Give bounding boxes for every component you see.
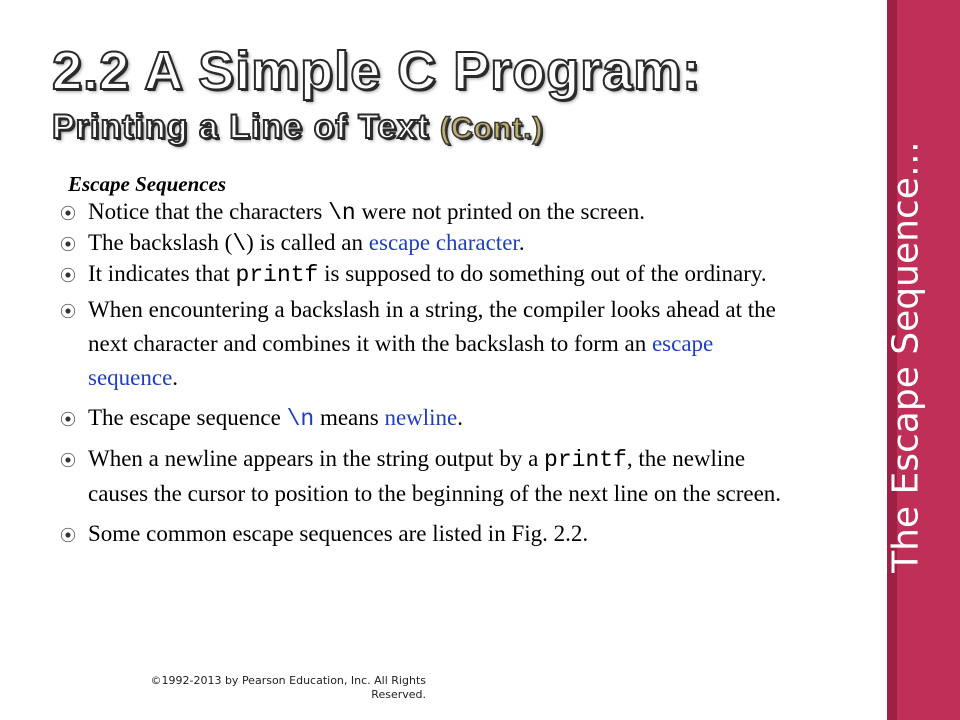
- code-inline: \n: [328, 200, 356, 226]
- bullet-text: .: [518, 230, 525, 255]
- bullet-icon: ⦿: [60, 237, 77, 254]
- sidebar: [851, 0, 960, 720]
- slide-subtitle: [52, 108, 544, 147]
- bullet-icon: ⦿: [60, 268, 77, 285]
- bullet-item: [60, 401, 805, 436]
- code-inline: printf: [544, 447, 627, 473]
- bullet-text: .: [172, 365, 179, 390]
- copyright-line: Reserved.: [371, 688, 426, 701]
- key-term: newline: [384, 405, 458, 430]
- bullet-item: [60, 442, 805, 511]
- bullet-text: Notice that the characters: [88, 199, 329, 224]
- key-term: escape sequence: [88, 331, 714, 390]
- subtitle-cont-suffix: (Cont.): [439, 112, 544, 145]
- bullet-text: , the newline causes the cursor to position to the beginning of the next line on the screen.: [88, 446, 782, 506]
- bullet-list: [60, 200, 805, 551]
- subtitle-text: Printing a Line of Text: [52, 108, 430, 146]
- bullet-item: [60, 231, 805, 256]
- bullet-item: [60, 262, 805, 287]
- copyright-line: ©1992-2013 by Pearson Education, Inc. All Rights: [150, 674, 426, 687]
- bullet-icon: ⦿: [60, 412, 77, 429]
- code-inline: printf: [235, 262, 319, 288]
- bullet-text: The escape sequence: [88, 405, 287, 430]
- copyright-notice: [96, 674, 426, 702]
- bullet-icon: ⦿: [60, 304, 77, 321]
- bullet-text: When encountering a backslash in a string, the compiler looks ahead at the next character and combines it with the backslash to form an: [88, 297, 776, 356]
- section-heading: Escape Sequences: [68, 172, 227, 196]
- bullet-icon: ⦿: [60, 206, 77, 223]
- bullet-text: The backslash (: [88, 230, 233, 255]
- bullet-text: means: [314, 405, 385, 430]
- bullet-text: .: [457, 405, 464, 430]
- bullet-text: It indicates that: [88, 261, 236, 286]
- bullet-text: ) is called an: [246, 230, 369, 255]
- key-term: escape character: [368, 230, 519, 255]
- slide-title: 2.2 A Simple C Program:: [52, 41, 702, 101]
- bullet-item: [60, 200, 805, 225]
- bullet-text: Some common escape sequences are listed in Fig. 2.2.: [88, 521, 589, 546]
- bullet-text: is supposed to do something out of the ordinary.: [318, 261, 767, 286]
- bullet-text: When a newline appears in the string output by a: [88, 446, 545, 471]
- bullet-item: [60, 517, 805, 551]
- bullet-item: [60, 293, 805, 395]
- bullet-icon: ⦿: [60, 528, 77, 545]
- slide-content: [60, 172, 805, 553]
- code-inline: \: [232, 231, 247, 257]
- code-inline: \n: [286, 406, 315, 432]
- bullet-text: were not printed on the screen.: [355, 199, 646, 224]
- bullet-icon: ⦿: [60, 453, 77, 470]
- sidebar-vertical-title: The Escape Sequence…: [885, 141, 927, 573]
